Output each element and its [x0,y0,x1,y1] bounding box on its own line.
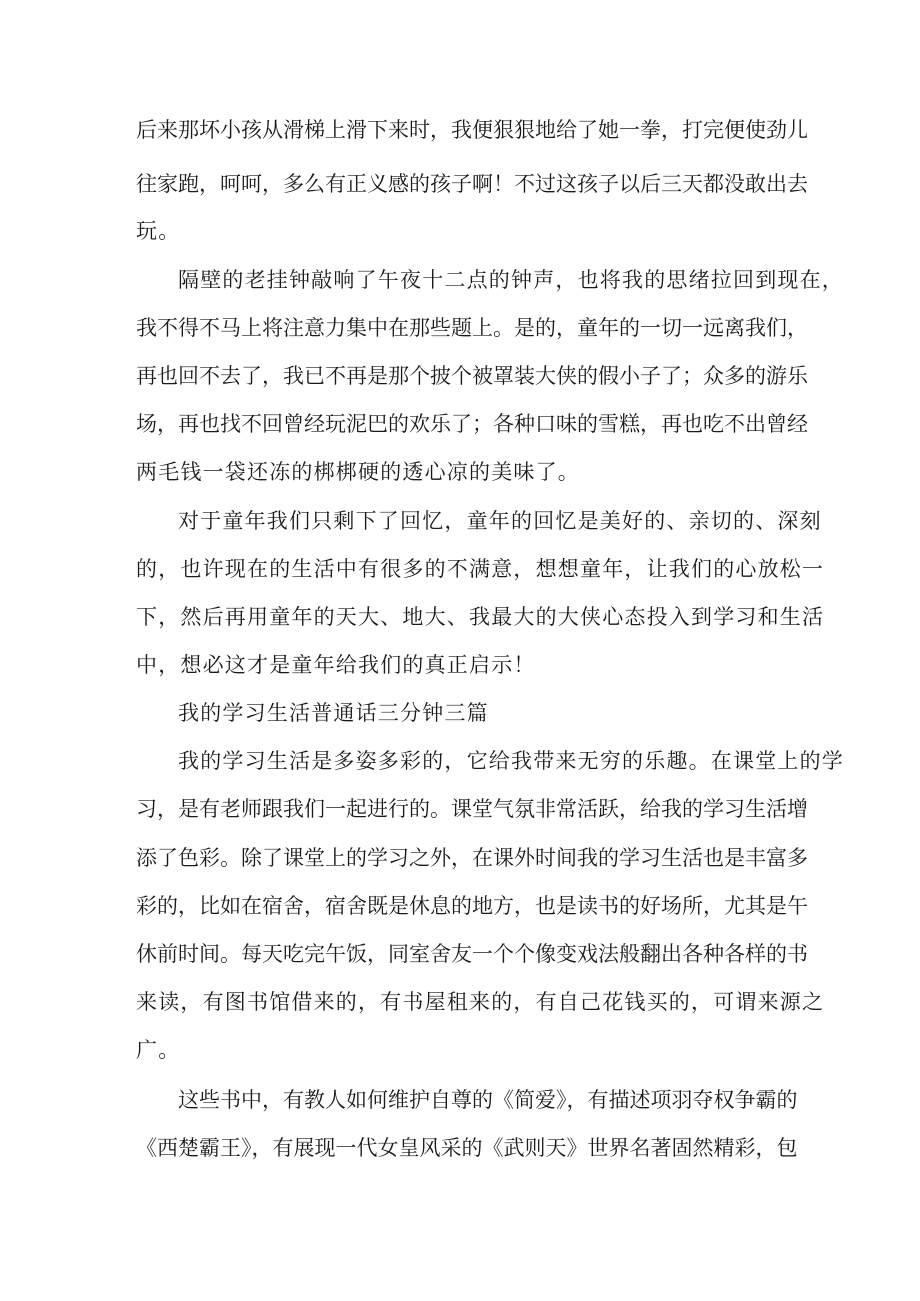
text-line: 往家跑，呵呵，多么有正义感的孩子啊！不过这孩子以后三天都没敢出去 [136,172,808,196]
text-line: 我的学习生活是多姿多彩的，它给我带来无穷的乐趣。在课堂上的学 [178,749,844,773]
text-line: 我不得不马上将注意力集中在那些题上。是的，童年的一切一远离我们， [136,316,808,340]
text-line: 再也回不去了，我已不再是那个披个被罩装大侠的假小子了；众多的游乐 [136,364,808,388]
text-line: 添了色彩。除了课堂上的学习之外，在课外时间我的学习生活也是丰富多 [136,846,808,870]
text-line: 下，然后再用童年的天大、地大、我最大的大侠心态投入到学习和生活 [136,605,825,629]
text-line: 休前时间。每天吃完午饭，同室舍友一个个像变戏法般翻出各种各样的书 [136,942,808,966]
text-line: 习，是有老师跟我们一起进行的。课堂气氛非常活跃，给我的学习生活增 [136,797,808,821]
text-line: 隔壁的老挂钟敲响了午夜十二点的钟声，也将我的思绪拉回到现在， [178,268,844,292]
text-line: 《西楚霸王》，有展现一代女皇风采的《武则天》世界名著固然精彩，包 [136,1136,798,1160]
text-line: 后来那坏小孩从滑梯上滑下来时，我便狠狠地给了她一拳，打完便使劲儿 [136,118,808,142]
text-line: 来读，有图书馆借来的，有书屋租来的，有自己花钱买的，可谓来源之 [136,990,825,1014]
text-line: 对于童年我们只剩下了回忆，童年的回忆是美好的、亲切的、深刻 [178,509,822,533]
text-line: 两毛钱一袋还冻的梆梆硬的透心凉的美味了。 [136,460,580,484]
text-line: 场，再也找不回曾经玩泥巴的欢乐了；各种口味的雪糕，再也吃不出曾经 [136,412,808,436]
section-heading: 我的学习生活普通话三分钟三篇 [178,701,489,725]
text-line: 广。 [136,1038,181,1062]
text-line: 的，也许现在的生活中有很多的不满意，想想童年，让我们的心放松一 [136,557,825,581]
text-line: 彩的，比如在宿舍，宿舍既是休息的地方，也是读书的好场所，尤其是午 [136,894,808,918]
text-line: 中，想必这才是童年给我们的真正启示！ [136,653,536,677]
text-line: 玩。 [136,219,181,243]
text-line: 这些书中，有教人如何维护自尊的《简爱》，有描述项羽夺权争霸的 [178,1088,798,1112]
